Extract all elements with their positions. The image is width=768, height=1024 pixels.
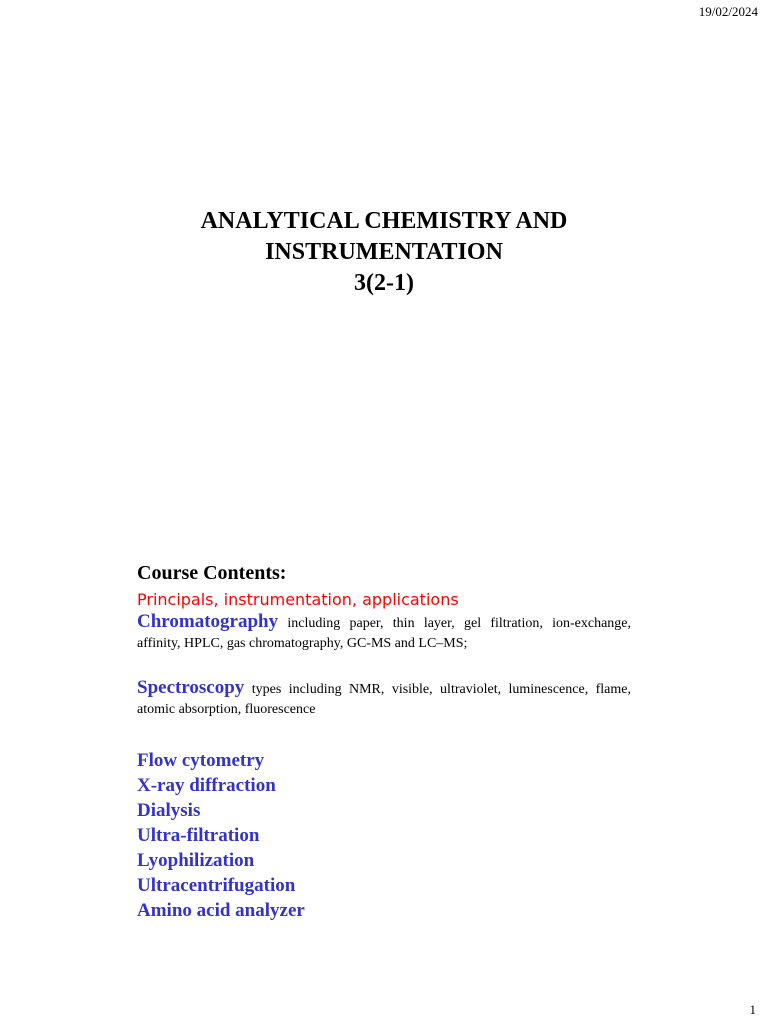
list-item: Ultra-filtration [137,825,260,846]
course-contents-subtitle: Principals, instrumentation, applications [137,590,459,609]
course-contents-heading: Course Contents: [137,562,287,584]
title-line-1: ANALYTICAL CHEMISTRY AND [200,208,568,234]
page-number: 1 [749,1002,756,1017]
topic-name: Spectroscopy [137,677,245,698]
list-item: Ultracentrifugation [137,875,296,896]
topic-spectroscopy [137,678,631,720]
topic-description: types including NMR, visible, ultraviolet, luminescence, flame, atomic absorption, fluorescence [137,682,631,717]
list-item: X-ray diffraction [137,775,276,796]
list-item: Dialysis [137,800,201,821]
topic-chromatography [137,612,631,654]
course-contents-section [137,560,631,923]
title-line-3: 3(2-1) [354,270,414,296]
slide-date: 19/02/2024 [698,4,758,19]
list-item: Lyophilization [137,850,255,871]
topic-name: Chromatography [137,611,279,632]
slide-title [0,206,768,299]
list-item: Flow cytometry [137,750,265,771]
topic-description: including paper, thin layer, gel filtration, ion-exchange, affinity, HPLC, gas chromatography, GC-MS and LC–MS; [137,616,631,651]
list-item: Amino acid analyzer [137,900,305,921]
topic-list [137,748,631,923]
title-line-2: INSTRUMENTATION [265,239,503,265]
